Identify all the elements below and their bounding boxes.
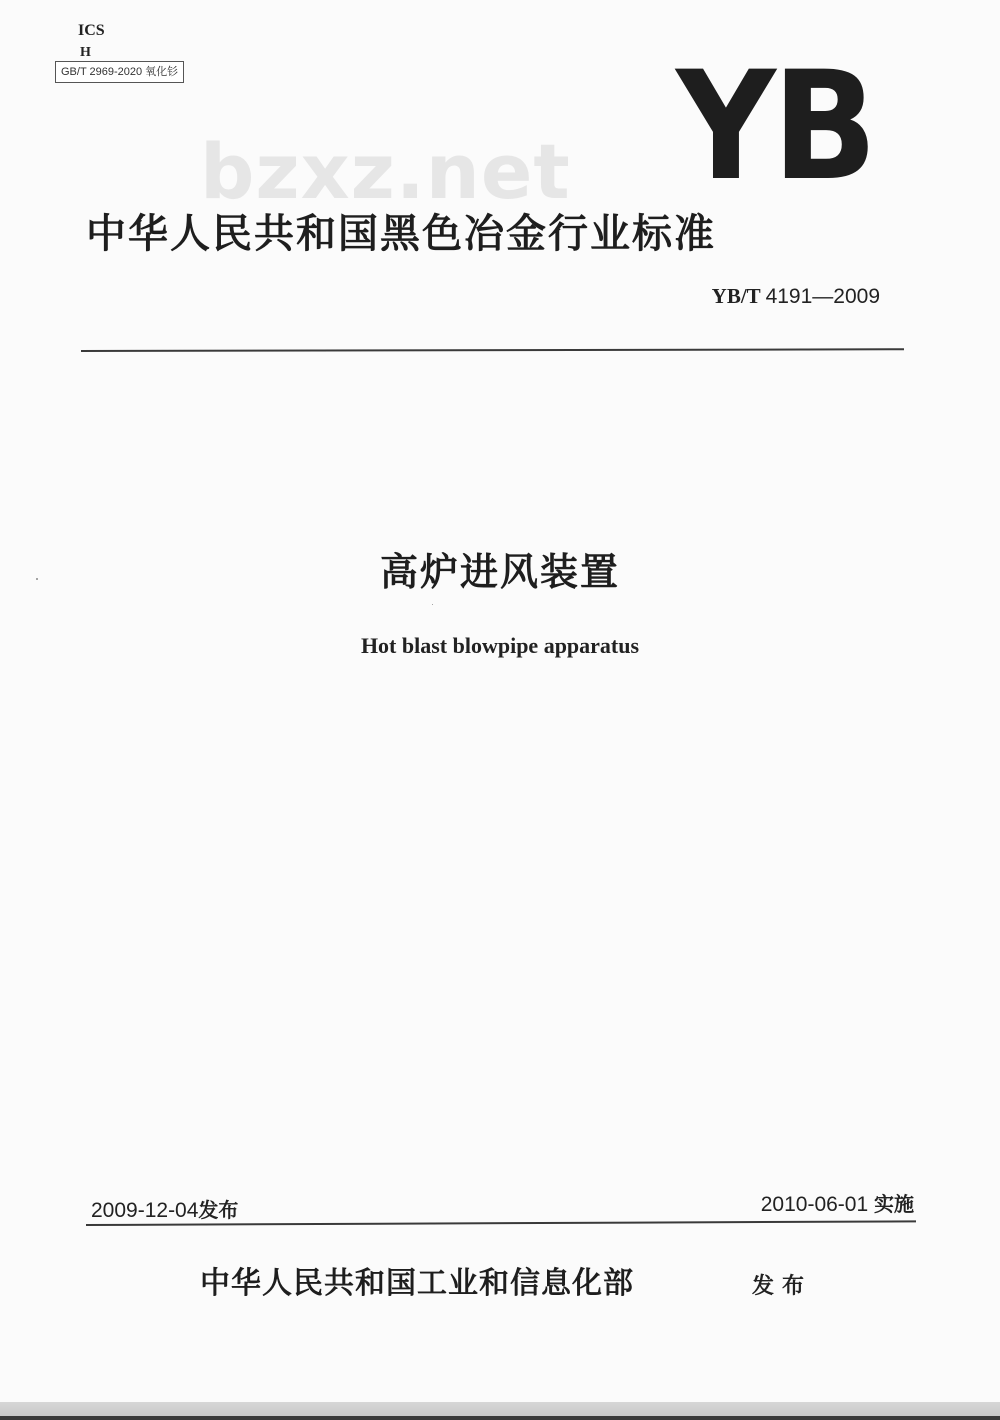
reference-tag[interactable]: GB/T 2969-2020 氧化钐 bbox=[55, 61, 184, 83]
effective-date bbox=[761, 1190, 914, 1219]
viewer-bottom-line bbox=[0, 1416, 1000, 1420]
document-title-cn: 高炉进风装置 bbox=[379, 550, 620, 594]
publisher-name: 中华人民共和国工业和信息化部 bbox=[200, 1266, 634, 1301]
effective-date-value: 2010-06-01 bbox=[760, 1193, 869, 1216]
standard-number bbox=[712, 284, 880, 309]
organization-title: 中华人民共和国黑色冶金行业标准 bbox=[86, 211, 716, 257]
issue-date bbox=[91, 1196, 238, 1225]
publish-label: 发布 bbox=[752, 1274, 813, 1299]
scan-speck bbox=[432, 604, 433, 605]
standard-code: 4191—2009 bbox=[765, 285, 880, 308]
ics-classification: H bbox=[80, 45, 91, 60]
issue-date-label: 发布 bbox=[198, 1198, 239, 1222]
scan-speck bbox=[36, 578, 38, 580]
issue-date-value: 2009-12-04 bbox=[91, 1199, 199, 1222]
document-title-en: Hot blast blowpipe apparatus bbox=[360, 633, 640, 658]
ics-label: ICS bbox=[78, 22, 105, 39]
standard-prefix: YB/T bbox=[711, 284, 761, 308]
header-divider bbox=[81, 348, 904, 352]
watermark: bzxz.net bbox=[200, 127, 571, 216]
effective-date-label: 实施 bbox=[874, 1192, 914, 1216]
yb-logo: YB bbox=[676, 40, 874, 214]
